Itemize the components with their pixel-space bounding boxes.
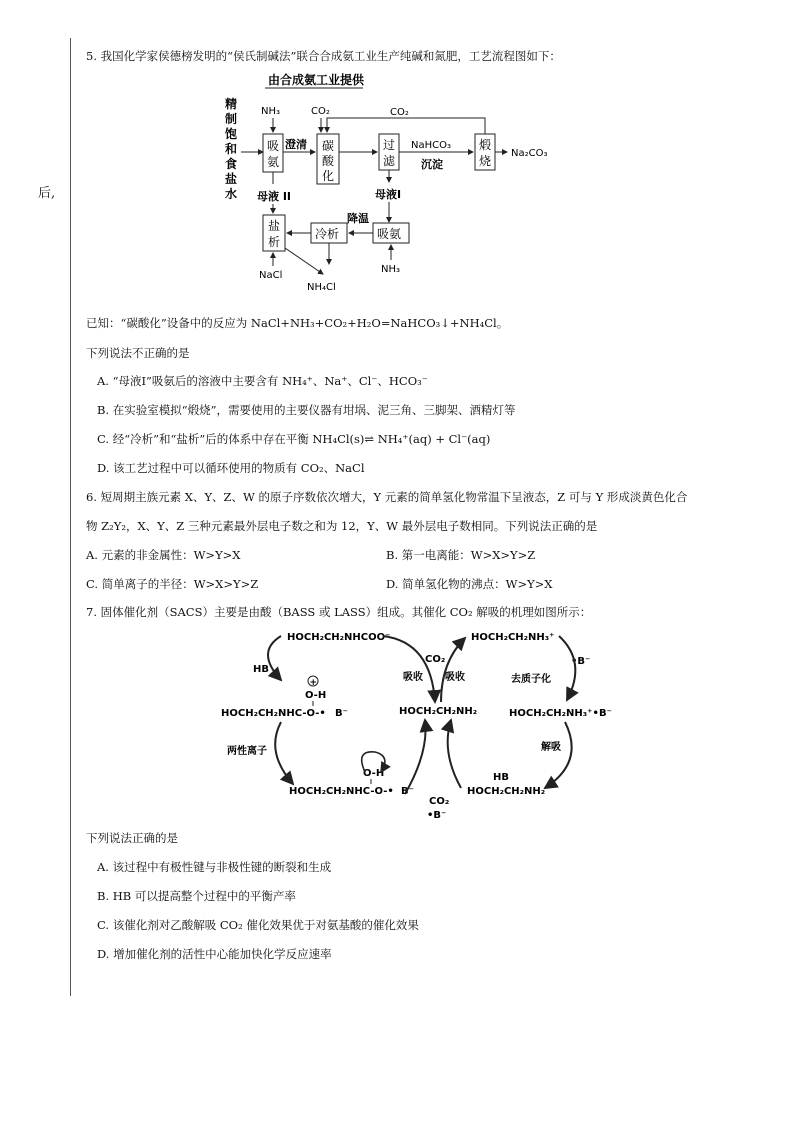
mech-absorb-1: 吸收 (403, 672, 423, 683)
q6-option-b: B. 第一电离能：W>X>Y>Z (386, 548, 536, 562)
q6-option-d: D. 简单氢化物的沸点：W>Y>X (386, 577, 553, 591)
q7-option-b: B. HB 可以提高整个过程中的平衡产率 (97, 889, 296, 903)
box-filter-0: 过 (383, 138, 396, 152)
box-absorb-1: 氨 (267, 155, 280, 169)
mother2: 母液 II (257, 190, 292, 203)
box-salt-1: 析 (268, 235, 281, 249)
mech-absorb-2: 吸收 (445, 672, 465, 683)
mech-hb-right: HB (493, 772, 509, 783)
box-cool: 冷析 (315, 227, 340, 241)
brine-2: 饱 (225, 127, 238, 141)
q7-mechanism-diagram (215, 622, 625, 822)
mech-top-left: HOCH₂CH₂NHCOO⁻ (287, 632, 391, 643)
box-absorb-0: 吸 (267, 139, 280, 153)
q7-option-a: A. 该过程中有极性键与非极性键的断裂和生成 (97, 860, 332, 874)
nh4cl: NH₄Cl (307, 282, 336, 293)
co2-top: CO₂ (311, 106, 330, 117)
cooling: 降温 (347, 212, 369, 225)
co2-recycle: CO₂ (390, 107, 409, 118)
mech-co2: CO₂ (425, 654, 446, 665)
mech-co2-b: CO₂ (429, 796, 450, 807)
margin-line (70, 38, 71, 996)
mech-bottom-left: HOCH₂CH₂NHC-O-• (289, 786, 394, 797)
q5-option-c: C. 经“冷析”和“盐析”后的体系中存在平衡 NH₄Cl(s)⇌ NH₄⁺(aq) + Cl⁻(aq) (97, 432, 491, 446)
box-carb-1: 酸 (322, 154, 335, 168)
q5-stem: 5. 我国化学家侯德榜发明的“侯氏制碱法”联合合成氨工业生产纯碱和氮肥，工艺流程图如下： (86, 49, 561, 63)
mech-deprotonate: 去质子化 (511, 674, 551, 685)
q5-option-d: D. 该工艺过程中可以循环使用的物质有 CO₂、NaCl (97, 461, 365, 475)
box-calcine-0: 煅 (479, 138, 492, 152)
mech-mid-left: HOCH₂CH₂NHC-O-• (221, 708, 326, 719)
mech-center: HOCH₂CH₂NH₂ (399, 706, 478, 717)
mother1: 母液I (375, 188, 402, 201)
mech-b-minus-tr: •B⁻ (571, 656, 591, 667)
mech-mid-right: HOCH₂CH₂NH₃⁺• (509, 708, 599, 719)
precipitate: 沉淀 (421, 158, 443, 171)
na2co3: Na₂CO₃ (511, 148, 548, 159)
mech-oplus: + (309, 678, 318, 688)
box-absorb2: 吸氨 (377, 227, 402, 241)
mech-b-minus-mr: B⁻ (599, 708, 612, 719)
clarify: 澄清 (285, 138, 307, 151)
q5-option-b: B. 在实验室模拟“煅烧”，需要使用的主要仪器有坩埚、泥三角、三脚架、酒精灯等 (97, 403, 516, 417)
mech-top-right: HOCH₂CH₂NH₃⁺ (471, 632, 555, 643)
brine-5: 盐 (225, 172, 238, 186)
supply-label: 由合成氨工业提供 (268, 73, 365, 87)
q5-prompt: 下列说法不正确的是 (86, 346, 190, 360)
q6-option-a: A. 元素的非金属性：W>Y>X (86, 548, 241, 562)
q7-prompt: 下列说法正确的是 (86, 831, 178, 845)
q6-option-c: C. 简单离子的半径：W>X>Y>Z (86, 577, 259, 591)
mech-b-minus-b: •B⁻ (427, 810, 447, 821)
q6-stem-1: 6. 短周期主族元素 X、Y、Z、W 的原子序数依次增大，Y 元素的简单氢化物常温下呈液态，Z 可与 Y 形成淡黄色化合 (86, 490, 688, 504)
brine-1: 制 (225, 112, 238, 126)
mech-zwitter: 两性离子 (227, 746, 267, 757)
mech-hb-left: HB (253, 664, 269, 675)
brine-0: 精 (225, 97, 238, 111)
mech-b-minus-bl: B⁻ (401, 786, 414, 797)
nh3-bottom: NH₃ (381, 264, 401, 275)
q6-stem-2: 物 Z₂Y₂，X、Y、Z 三种元素最外层电子数之和为 12，Y、W 最外层电子数相同。下列说法正确的是 (86, 519, 598, 533)
q7-option-d: D. 增加催化剂的活性中心能加快化学反应速率 (97, 947, 332, 961)
nh3-top: NH₃ (261, 106, 281, 117)
q5-option-a: A. “母液Ⅰ”吸氨后的溶液中主要含有 NH₄⁺、Na⁺、Cl⁻、HCO₃⁻ (97, 374, 428, 388)
brine-3: 和 (225, 142, 238, 156)
box-salt-0: 盐 (268, 219, 281, 233)
mech-bottom-right: HOCH₂CH₂NH₂ (467, 786, 546, 797)
box-calcine-1: 烧 (479, 154, 492, 168)
mech-oh: O-H (305, 690, 327, 701)
q5-known: 已知：“碳酸化”设备中的反应为 NaCl+NH₃+CO₂+H₂O=NaHCO₃↓+NH₄Cl。 (86, 316, 509, 330)
mech-b-minus-ml: B⁻ (335, 708, 348, 719)
nahco3: NaHCO₃ (411, 140, 451, 151)
mech-oh2: O-H (363, 768, 385, 779)
q7-stem: 7. 固体催化剂（SACS）主要是由酸（BASS 或 LASS）组成。其催化 CO₂ 解吸的机理如图所示： (86, 605, 592, 619)
mech-desorb: 解吸 (541, 742, 561, 753)
box-carb-0: 碳 (322, 139, 335, 153)
brine-6: 水 (225, 187, 238, 201)
q5-flow-diagram (215, 68, 575, 296)
brine-4: 食 (225, 157, 238, 171)
nacl: NaCl (259, 270, 283, 281)
q7-option-c: C. 该催化剂对乙酸解吸 CO₂ 催化效果优于对氨基酸的催化效果 (97, 918, 419, 932)
side-char: 后, (38, 186, 56, 201)
box-filter-1: 滤 (383, 154, 396, 168)
box-carb-2: 化 (322, 169, 335, 183)
